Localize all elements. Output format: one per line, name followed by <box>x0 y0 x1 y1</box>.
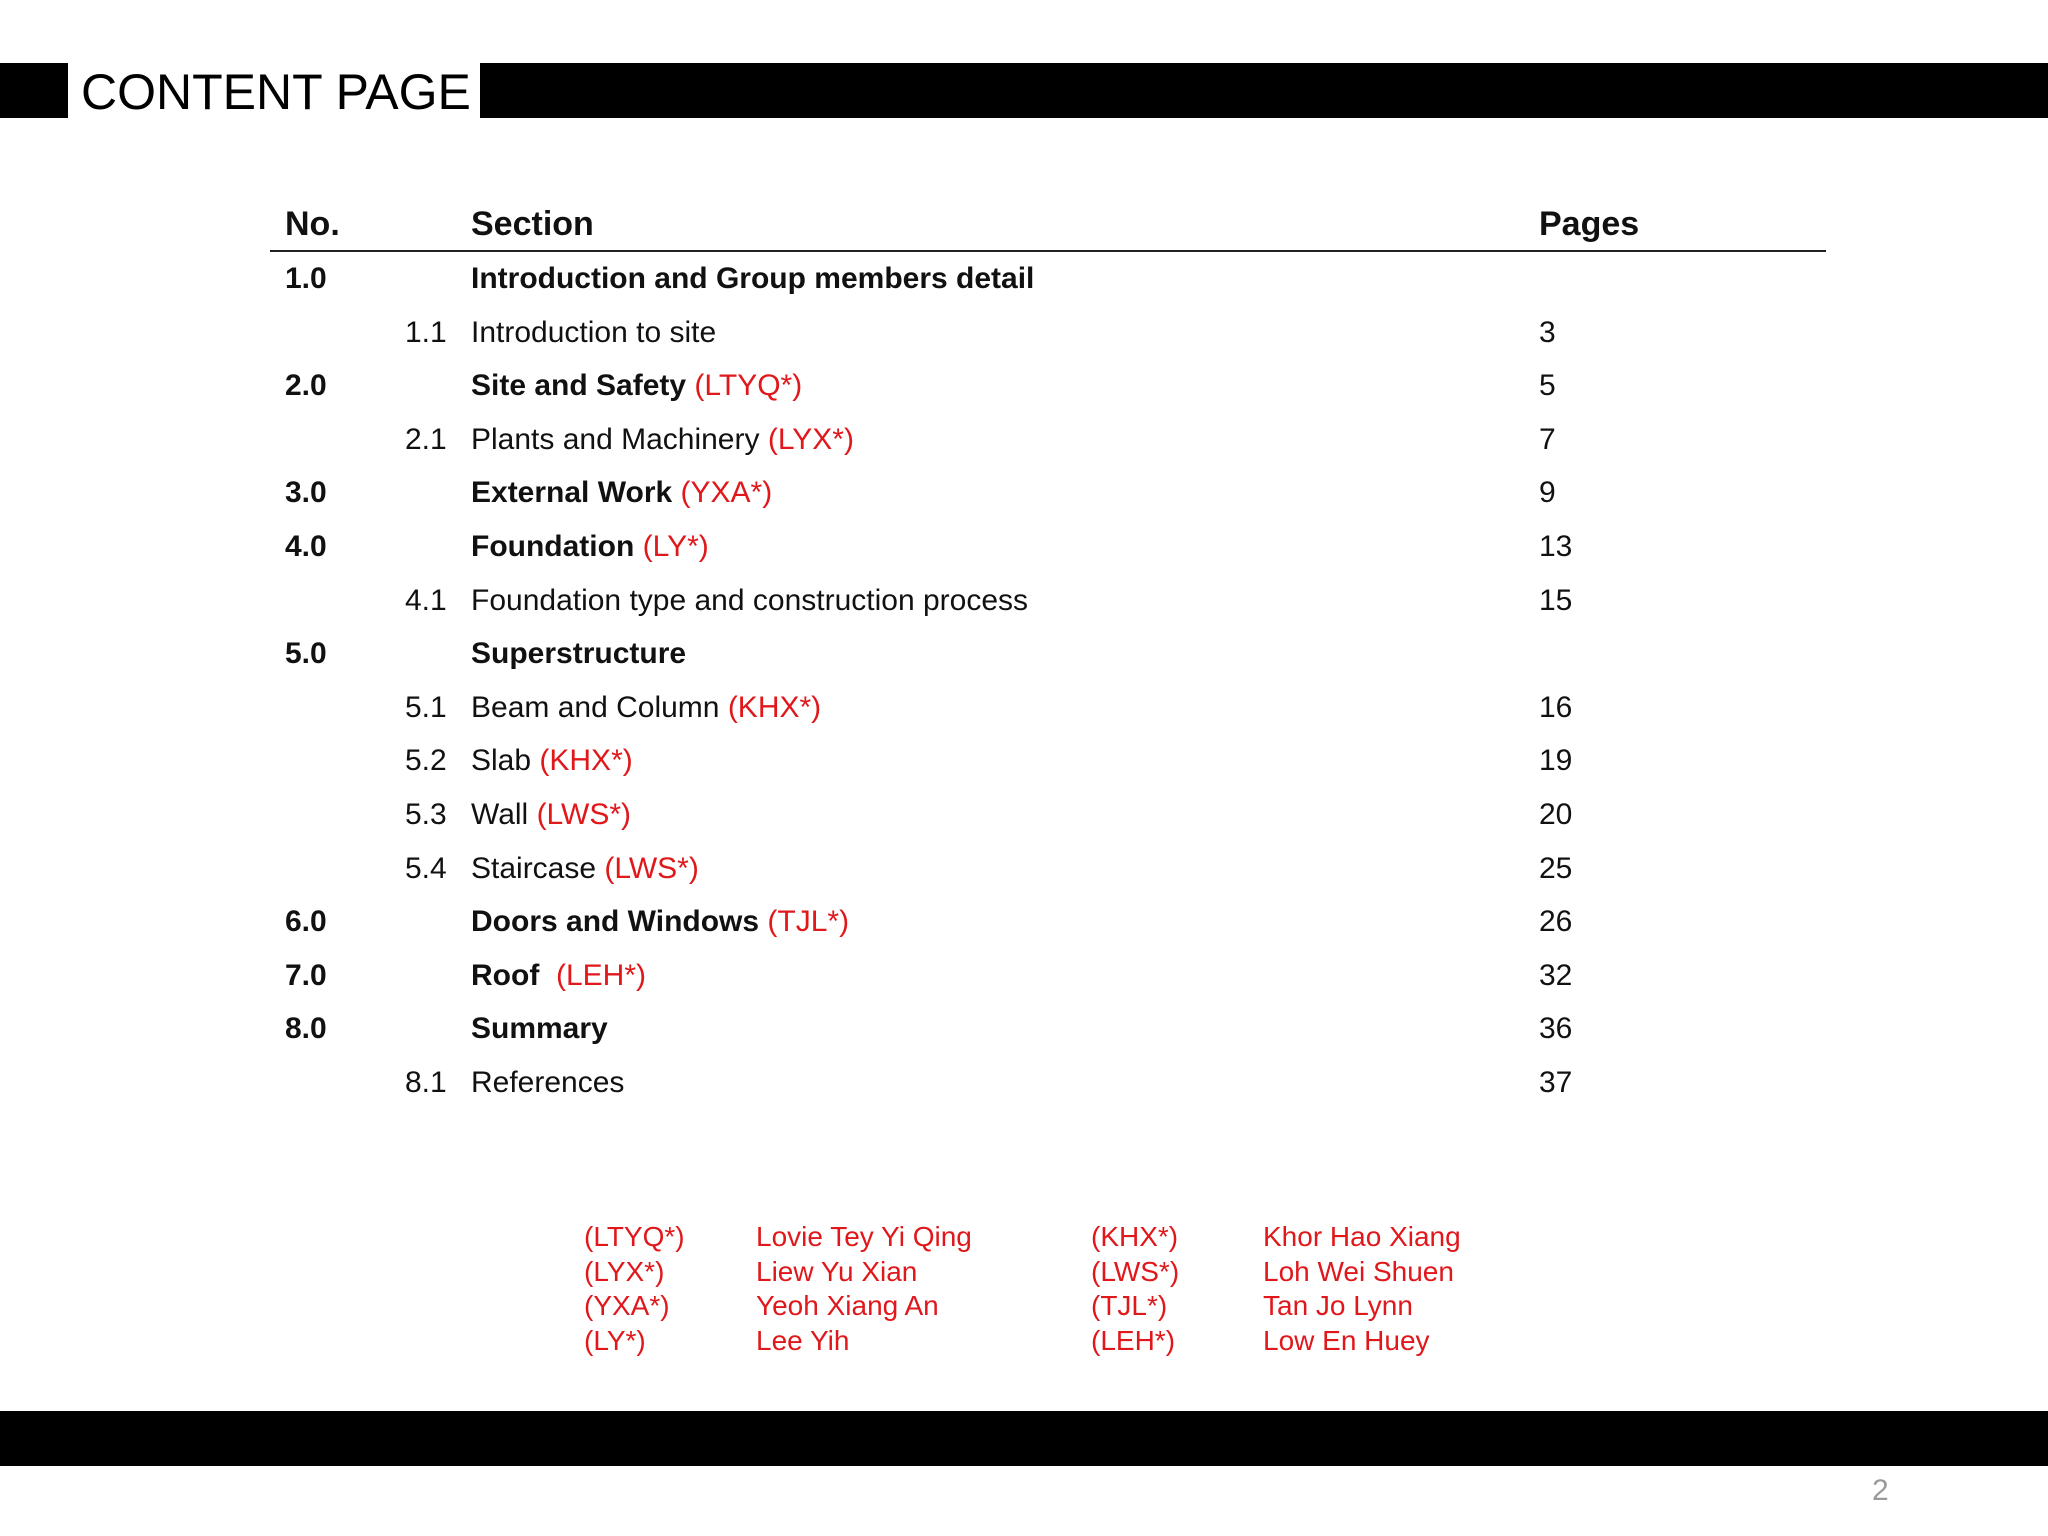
section-title-text: Introduction and Group members detail <box>471 262 1035 295</box>
section-title <box>471 959 646 993</box>
section-title <box>471 584 1028 618</box>
author-tag: (YXA*) <box>680 476 773 510</box>
toc-row <box>270 788 1826 842</box>
section-title-text: Site and Safety <box>471 369 687 403</box>
toc-row <box>270 842 1826 896</box>
page-ref: 19 <box>1539 744 1573 778</box>
section-title <box>471 744 633 778</box>
subsection-number: 5.1 <box>405 690 447 724</box>
legend-code: (LEH*) <box>1091 1324 1176 1356</box>
legend-codes-left <box>584 1220 685 1358</box>
author-tag: (LTYQ*) <box>694 369 803 403</box>
subsection-number: 5.3 <box>405 797 447 831</box>
section-title <box>471 423 854 457</box>
section-title-text: Roof <box>471 958 540 992</box>
legend-code: (LTYQ*) <box>584 1221 685 1252</box>
toc-row <box>270 252 1826 306</box>
section-title <box>471 798 631 832</box>
section-title-text: Foundation type and construction process <box>471 583 1029 617</box>
section-title <box>471 691 821 725</box>
legend-code: (KHX*) <box>1091 1221 1179 1252</box>
table-of-contents <box>270 196 1826 1110</box>
header-bar-left <box>0 63 68 118</box>
subsection-number: 4.1 <box>405 583 447 617</box>
page-ref: 13 <box>1539 529 1573 563</box>
toc-row <box>270 359 1826 413</box>
legend-name: Lee Yih <box>756 1324 850 1356</box>
page-ref: 9 <box>1539 476 1556 510</box>
author-tag: (TJL*) <box>767 905 850 939</box>
page-ref: 32 <box>1539 958 1573 992</box>
subsection-number: 2.1 <box>405 422 447 456</box>
header-bar-right <box>480 63 2048 118</box>
section-number: 7.0 <box>285 958 327 992</box>
section-title-text: Doors and Windows <box>471 905 760 939</box>
section-title-text: Wall <box>471 797 529 831</box>
page-ref: 25 <box>1539 851 1573 885</box>
legend-name: Yeoh Xiang An <box>756 1290 939 1321</box>
author-tag: (KHX*) <box>539 744 633 778</box>
legend-name: Loh Wei Shuen <box>1263 1255 1454 1287</box>
legend-codes-right <box>1091 1220 1179 1358</box>
header-no: No. <box>285 205 340 243</box>
legend-name: Low En Huey <box>1263 1324 1430 1356</box>
page-ref: 5 <box>1539 369 1556 403</box>
page-ref: 20 <box>1539 797 1573 831</box>
toc-row <box>270 627 1826 681</box>
section-title-text: Plants and Machinery <box>471 422 760 456</box>
subsection-number: 5.2 <box>405 744 447 778</box>
section-title <box>471 852 699 886</box>
section-title-text: References <box>471 1065 625 1099</box>
section-title-text: External Work <box>471 476 673 510</box>
section-title-text: Superstructure <box>471 637 687 671</box>
section-number: 2.0 <box>285 369 327 403</box>
section-title <box>471 637 686 671</box>
subsection-number: 1.1 <box>405 315 447 349</box>
section-number: 6.0 <box>285 905 327 939</box>
section-title <box>471 905 849 939</box>
toc-row <box>270 574 1826 628</box>
section-title-text: Slab <box>471 744 532 778</box>
toc-header-row <box>270 196 1826 252</box>
section-title-text: Summary <box>471 1012 608 1046</box>
section-title <box>471 1066 624 1100</box>
section-number: 8.0 <box>285 1012 327 1046</box>
section-title-text: Staircase <box>471 851 597 885</box>
page-ref: 36 <box>1539 1012 1573 1046</box>
toc-body <box>270 252 1826 1110</box>
subsection-number: 8.1 <box>405 1065 447 1099</box>
legend-name: Liew Yu Xian <box>756 1255 918 1287</box>
page-ref: 16 <box>1539 690 1573 724</box>
legend-names-left <box>756 1220 972 1358</box>
section-title <box>471 1012 608 1046</box>
legend-name: Khor Hao Xiang <box>1263 1221 1461 1252</box>
page-ref: 15 <box>1539 583 1573 617</box>
toc-row <box>270 734 1826 788</box>
author-tag: (LEH*) <box>547 958 647 992</box>
page-ref: 37 <box>1539 1065 1573 1099</box>
author-tag: (LWS*) <box>604 851 699 885</box>
section-title <box>471 262 1034 296</box>
section-title-text: Introduction to site <box>471 315 717 349</box>
section-title-text: Foundation <box>471 529 635 563</box>
legend-code: (YXA*) <box>584 1290 670 1321</box>
toc-row <box>270 1056 1826 1110</box>
legend-name: Lovie Tey Yi Qing <box>756 1221 972 1252</box>
section-number: 1.0 <box>285 262 327 295</box>
section-title <box>471 369 802 403</box>
section-title <box>471 530 709 564</box>
section-title <box>471 316 716 350</box>
legend-code: (TJL*) <box>1091 1290 1168 1321</box>
legend-code: (LYX*) <box>584 1255 665 1287</box>
section-title <box>471 476 772 510</box>
page-ref: 7 <box>1539 422 1556 456</box>
section-number: 3.0 <box>285 476 327 510</box>
section-number: 4.0 <box>285 529 327 563</box>
toc-row <box>270 1002 1826 1056</box>
page-number: 2 <box>1872 1474 1889 1507</box>
section-title-text: Beam and Column <box>471 690 720 724</box>
legend-name: Tan Jo Lynn <box>1263 1290 1413 1321</box>
author-tag: (LYX*) <box>767 422 854 456</box>
toc-row <box>270 306 1826 360</box>
legend-code: (LWS*) <box>1091 1255 1180 1287</box>
legend-code: (LY*) <box>584 1324 646 1356</box>
author-tag: (LY*) <box>642 529 709 563</box>
toc-row <box>270 466 1826 520</box>
page-ref: 3 <box>1539 315 1556 349</box>
header-section: Section <box>471 205 594 243</box>
toc-row <box>270 949 1826 1003</box>
author-tag: (KHX*) <box>727 690 822 724</box>
section-number: 5.0 <box>285 637 327 671</box>
author-tag: (LWS*) <box>536 797 632 831</box>
toc-row <box>270 520 1826 574</box>
subsection-number: 5.4 <box>405 851 447 885</box>
toc-row <box>270 681 1826 735</box>
page-title: CONTENT PAGE <box>81 64 471 120</box>
toc-row <box>270 895 1826 949</box>
legend-names-right <box>1263 1220 1461 1358</box>
header-pages: Pages <box>1539 205 1640 243</box>
footer-bar <box>0 1411 2048 1466</box>
toc-row <box>270 413 1826 467</box>
page-ref: 26 <box>1539 905 1573 939</box>
